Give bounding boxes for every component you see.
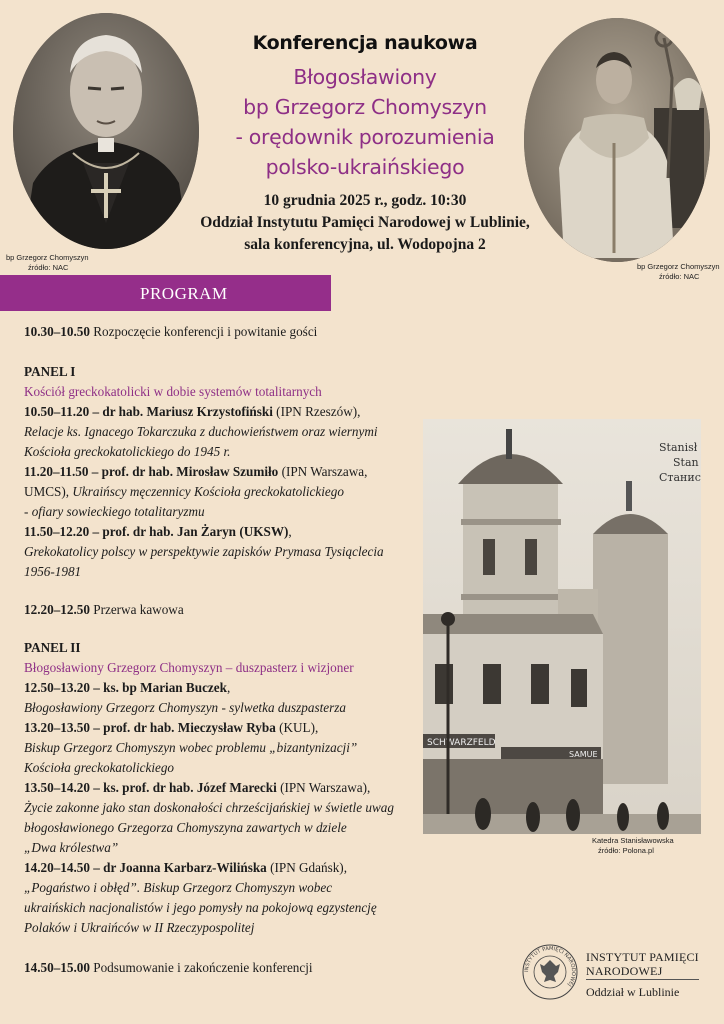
talk-affiliation: (IPN Warszawa), bbox=[276, 780, 371, 795]
event-venue: Oddział Instytutu Pamięci Narodowej w Lublinie, bbox=[200, 214, 530, 231]
ipn-divider bbox=[586, 979, 699, 980]
item-text: Podsumowanie i zakończenie konferencji bbox=[89, 960, 313, 975]
cathedral-drawing bbox=[423, 419, 701, 834]
panel-1-heading: PANEL I bbox=[24, 364, 76, 379]
photo-inscription-line2: Stan bbox=[673, 456, 699, 469]
talk-title: Błogosławiony Grzegorz Chomyszyn - sylwetka duszpasterza bbox=[24, 700, 346, 715]
conference-label: Konferencja naukowa bbox=[252, 32, 478, 54]
talk-title bbox=[24, 482, 424, 502]
talk-title: Kościoła greckokatolickiego bbox=[24, 760, 175, 775]
item-time: 14.50–15.00 bbox=[24, 960, 90, 975]
talk-title: 1956-1981 bbox=[24, 564, 82, 579]
cathedral-caption bbox=[592, 836, 674, 856]
talk-speaker bbox=[24, 678, 424, 698]
ipn-seal-ring-text: INSTYTUT PAMIĘCI NARODOWEJ bbox=[523, 945, 577, 988]
program-heading: PROGRAM bbox=[140, 284, 228, 303]
talk-title: Życie zakonne jako stan doskonałości chrześcijańskiej w świetle uwag bbox=[24, 800, 394, 815]
talk-time-speaker: 10.50–11.20 – dr hab. Mariusz Krzystofiński bbox=[24, 404, 273, 419]
photo-inscription-line1: Stanisł bbox=[659, 441, 698, 454]
program-schedule bbox=[24, 322, 424, 978]
shop-sign-left: SCHWARZFELD bbox=[427, 738, 496, 748]
talk-title: Polaków i Ukraińców w II Rzeczypospolitej bbox=[24, 920, 255, 935]
photo-inscription-line3: Станис bbox=[659, 471, 701, 484]
talk-affiliation: , bbox=[288, 524, 292, 539]
event-date: 10 grudnia 2025 r., godz. 10:30 bbox=[263, 192, 467, 209]
talk-title-text: Ukraińscy męczennicy Kościoła greckokatolickiego bbox=[72, 484, 344, 499]
talk-title: „Dwa królestwa” bbox=[24, 840, 119, 855]
talk-affiliation: (KUL), bbox=[275, 720, 319, 735]
ipn-name bbox=[586, 950, 706, 978]
item-time: 12.20–12.50 bbox=[24, 602, 90, 617]
ipn-name-line2: NARODOWEJ bbox=[586, 964, 663, 978]
cathedral-caption-source: źródło: Polona.pl bbox=[598, 846, 654, 855]
portrait-right-drawing bbox=[524, 18, 710, 262]
item-time: 10.30–10.50 bbox=[24, 324, 90, 339]
panel-2-heading: PANEL II bbox=[24, 640, 81, 655]
event-address: sala konferencyjna, ul. Wodopojna 2 bbox=[244, 236, 486, 253]
talk-title: Grekokatolicy polscy w perspektywie zapisków Prymasa Tysiąclecia bbox=[24, 544, 384, 559]
talk-speaker bbox=[24, 778, 424, 798]
talk-title: ukraińskich nacjonalistów i jego pomysły na pokojową egzystencję bbox=[24, 900, 377, 915]
event-title-line: - orędownik porozumienia bbox=[235, 125, 495, 149]
right-caption-name: bp Grzegorz Chomyszyn bbox=[637, 262, 720, 271]
schedule-item-break bbox=[24, 600, 424, 620]
cathedral-caption-title: Katedra Stanisławowska bbox=[592, 836, 674, 845]
item-text: Rozpoczęcie konferencji i powitanie gości bbox=[89, 324, 318, 339]
talk-affiliation: (IPN Warszawa, bbox=[278, 464, 368, 479]
ipn-seal-icon bbox=[522, 944, 578, 1000]
cathedral-photo bbox=[423, 419, 701, 834]
talk-affiliation: (IPN Gdańsk), bbox=[266, 860, 347, 875]
shop-sign-right: SAMUE bbox=[569, 750, 598, 759]
event-title-line: Błogosławiony bbox=[293, 65, 437, 89]
talk-title: Kościoła greckokatolickiego do 1945 r. bbox=[24, 444, 231, 459]
left-photo-caption bbox=[6, 253, 89, 273]
right-photo-caption bbox=[637, 262, 720, 282]
schedule-item-opening bbox=[24, 322, 424, 342]
schedule-item-closing bbox=[24, 958, 424, 978]
portrait-photo-left bbox=[13, 13, 199, 249]
talk-time-speaker: 14.20–14.50 – dr Joanna Karbarz-Wilińska bbox=[24, 860, 267, 875]
ipn-name-line1: INSTYTUT PAMIĘCI bbox=[586, 950, 699, 964]
talk-time-speaker: 13.20–13.50 – prof. dr hab. Mieczysław Ryba bbox=[24, 720, 276, 735]
talk-speaker bbox=[24, 718, 424, 738]
talk-affiliation: (IPN Rzeszów), bbox=[272, 404, 361, 419]
portrait-photo-right bbox=[524, 18, 710, 262]
event-title-line: bp Grzegorz Chomyszyn bbox=[243, 95, 487, 119]
talk-time-speaker: 11.20–11.50 – prof. dr hab. Mirosław Szumiło bbox=[24, 464, 279, 479]
talk-speaker bbox=[24, 462, 424, 482]
left-caption-name: bp Grzegorz Chomyszyn bbox=[6, 253, 89, 262]
talk-title: błogosławionego Grzegorza Chomyszyna zawartych w dziele bbox=[24, 820, 347, 835]
event-header bbox=[190, 30, 540, 256]
right-caption-source: źródło: NAC bbox=[659, 272, 700, 281]
talk-time-speaker: 11.50–12.20 – prof. dr hab. Jan Żaryn (UKSW) bbox=[24, 524, 289, 539]
talk-speaker bbox=[24, 522, 424, 542]
portrait-left-drawing bbox=[13, 13, 199, 249]
talk-title: - ofiary sowieckiego totalitaryzmu bbox=[24, 504, 205, 519]
item-text: Przerwa kawowa bbox=[89, 602, 184, 617]
ipn-branch: Oddział w Lublinie bbox=[586, 985, 680, 999]
panel-1-topic: Kościół greckokatolicki w dobie systemów totalitarnych bbox=[24, 384, 322, 399]
ipn-logo bbox=[522, 944, 578, 1005]
talk-speaker bbox=[24, 402, 424, 422]
talk-time-speaker: 12.50–13.20 – ks. bp Marian Buczek bbox=[24, 680, 227, 695]
talk-title: Biskup Grzegorz Chomyszyn wobec problemu „bizantynizacji” bbox=[24, 740, 358, 755]
talk-title: „Pogaństwo i obłęd”. Biskup Grzegorz Chomyszyn wobec bbox=[24, 880, 333, 895]
panel-2-topic: Błogosławiony Grzegorz Chomyszyn – duszpasterz i wizjoner bbox=[24, 660, 354, 675]
talk-time-speaker: 13.50–14.20 – ks. prof. dr hab. Józef Marecki bbox=[24, 780, 277, 795]
talk-speaker bbox=[24, 858, 424, 878]
event-title-line: polsko-ukraińskiego bbox=[265, 155, 465, 179]
left-caption-source: źródło: NAC bbox=[28, 263, 69, 272]
talk-title: Relacje ks. Ignacego Tokarczuka z duchowieństwem oraz wiernymi bbox=[24, 424, 378, 439]
talk-affiliation: , bbox=[226, 680, 231, 695]
talk-affiliation: UMCS), bbox=[24, 484, 73, 499]
